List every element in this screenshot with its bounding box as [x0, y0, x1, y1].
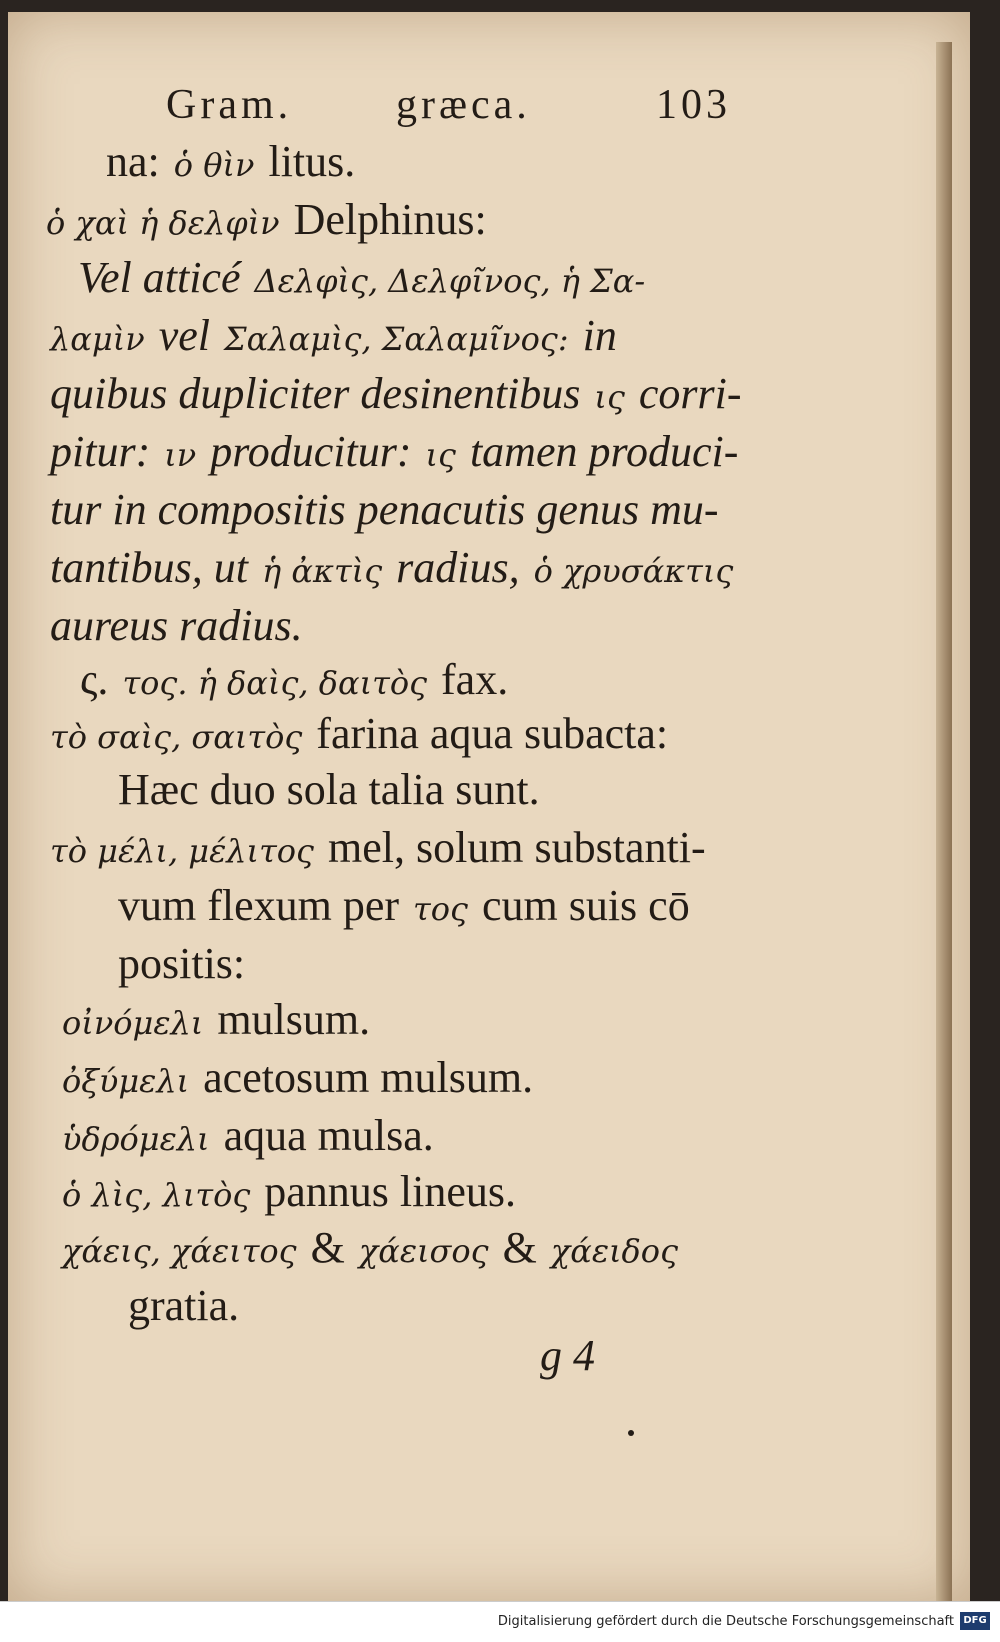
greek-text: ὁ χρυσάκτις [533, 552, 734, 590]
latin-text: pannus lineus. [264, 1167, 517, 1216]
text-line [50, 543, 734, 592]
latin-text: vum flexum per [118, 881, 400, 930]
dfg-logo-icon: DFG [960, 1612, 990, 1630]
latin-text: cum suis cō [481, 881, 690, 930]
text-line [62, 995, 371, 1044]
text-line [62, 1053, 534, 1102]
greek-text: Σαλαμὶς, Σαλαμῖνος: [223, 320, 569, 358]
text-line [78, 253, 646, 302]
latin-text: ς. [80, 655, 109, 704]
text-line [62, 1111, 434, 1160]
text-line [50, 823, 706, 872]
text-line [50, 709, 669, 758]
greek-text: τος [413, 890, 468, 928]
text-line [46, 195, 487, 244]
greek-text: λαμὶν [50, 320, 145, 358]
greek-text: ὁ λὶς, λιτὸς [62, 1176, 251, 1214]
latin-text: pitur: [50, 427, 151, 476]
running-head-right: græca. [396, 82, 531, 128]
latin-text: producitur: [210, 427, 412, 476]
greek-text: χάειδος [550, 1232, 678, 1270]
book-page [8, 12, 970, 1602]
latin-text: farina aqua subacta: [316, 709, 669, 758]
latin-text: na: [106, 137, 160, 186]
footer-credit: Digitalisierung gefördert durch die Deutsche Forschungsgemeinschaft [497, 1614, 954, 1629]
greek-text: ὁ θὶν [173, 146, 255, 184]
latin-text: quibus dupliciter desinentibus [50, 369, 581, 418]
text-line [118, 881, 690, 930]
running-head-left: Gram. [166, 82, 293, 128]
page-edge [936, 42, 952, 1612]
greek-text: ις [594, 378, 625, 416]
latin-text: in [582, 311, 617, 360]
greek-text: ὁ χαὶ ἡ δελφὶν [46, 204, 280, 242]
greek-text: ὑδρόμελι [62, 1120, 210, 1158]
greek-text: Δελφὶς, Δελφῖνος, ἡ Σα- [254, 262, 646, 300]
ink-dot [628, 1430, 634, 1436]
latin-text: radius, [396, 543, 520, 592]
latin-text: Hæc duo sola talia sunt. [118, 765, 540, 814]
greek-text: τὸ σαὶς, σαιτὸς [50, 718, 303, 756]
text-line [50, 311, 617, 360]
greek-text: ιν [164, 436, 197, 474]
footer-bar [0, 1601, 1000, 1642]
text-line [118, 939, 246, 988]
greek-text: ἡ ἀκτὶς [262, 552, 383, 590]
text-line [50, 427, 739, 476]
latin-text: vel [158, 311, 210, 360]
greek-text: ὀξύμελι [62, 1062, 190, 1100]
latin-text: mulsum. [217, 995, 371, 1044]
latin-text: Delphinus: [293, 195, 487, 244]
latin-text: & [502, 1223, 537, 1272]
text-line [62, 1223, 678, 1272]
latin-text: positis: [118, 939, 246, 988]
text-line [106, 137, 356, 186]
latin-text: tur in compositis penacutis genus mu- [50, 485, 719, 534]
text-line [118, 765, 540, 814]
latin-text: Vel atticé [78, 253, 241, 302]
latin-text: aqua mulsa. [223, 1111, 434, 1160]
text-line [50, 601, 303, 650]
text-line [50, 485, 719, 534]
latin-text: litus. [268, 137, 356, 186]
greek-text: τος. ἡ δαὶς, δαιτὸς [122, 664, 428, 702]
latin-text: & [310, 1223, 345, 1272]
greek-text: οἰνόμελι [62, 1004, 204, 1042]
latin-text: acetosum mulsum. [203, 1053, 534, 1102]
text-line [50, 369, 742, 418]
text-line [62, 1167, 517, 1216]
greek-text: χάεις, χάειτος [62, 1232, 297, 1270]
page-number: 103 [656, 82, 731, 128]
latin-text: fax. [441, 655, 509, 704]
text-line [80, 655, 509, 704]
latin-text: tantibus, ut [50, 543, 249, 592]
latin-text: mel, solum substanti- [327, 823, 706, 872]
latin-text: aureus radius. [50, 601, 303, 650]
latin-text: gratia. [128, 1281, 240, 1330]
greek-text: τὸ μέλι, μέλιτος [50, 832, 314, 870]
greek-text: ις [425, 436, 456, 474]
text-line [128, 1281, 240, 1330]
greek-text: χάεισος [358, 1232, 489, 1270]
latin-text: corri- [638, 369, 742, 418]
latin-text: tamen produci- [469, 427, 739, 476]
signature-mark: g 4 [540, 1331, 595, 1380]
